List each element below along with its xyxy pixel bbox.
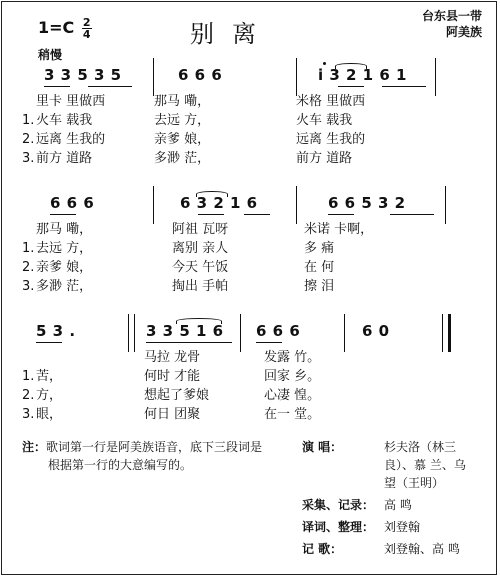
credit-label: 记 歌： bbox=[302, 542, 343, 556]
footnote bbox=[22, 438, 262, 474]
barline bbox=[153, 58, 154, 96]
credit-value: 刘登翰、高 鸣 bbox=[384, 542, 460, 556]
beam bbox=[244, 214, 270, 215]
beam bbox=[338, 86, 364, 87]
credit-value: 杉夫洛（林三 bbox=[384, 440, 457, 454]
final-barline-thin bbox=[442, 314, 443, 352]
credit-label: 采集、记录： bbox=[302, 498, 375, 512]
beam bbox=[44, 86, 70, 87]
beam bbox=[382, 86, 426, 87]
beam bbox=[36, 342, 62, 343]
barline bbox=[296, 58, 297, 96]
credit-label: 演 唱： bbox=[302, 440, 343, 454]
credit-value: 高 鸣 bbox=[384, 498, 412, 512]
time-signature: $\frac{2}{4}$ bbox=[82, 16, 91, 41]
barline bbox=[445, 186, 446, 224]
final-barline-thick bbox=[448, 314, 451, 352]
notes-m10: 6 0 bbox=[362, 322, 390, 340]
barline bbox=[240, 314, 241, 352]
key-signature: 1=C $\frac{2}{4}$ bbox=[38, 16, 91, 41]
credit-label: 译词、整理： bbox=[302, 520, 375, 534]
lyrics-block-2: 那马 嘞， 阿祖 瓦呀 米诺 卡啊， 1. 去远 方， 离别 亲人 多 痛 2. 亲爹 娘， 今天 午饭 在 何 3. 多渺 茫， 掏出 手帕 擦 泪 bbox=[22, 222, 374, 294]
beam bbox=[390, 214, 434, 215]
barline bbox=[296, 186, 297, 224]
notes-m2: 6 6 6 bbox=[178, 66, 223, 84]
footnote-line-2: 根据第一行的大意编写的。 bbox=[48, 458, 193, 472]
beam bbox=[328, 214, 354, 215]
song-source: 台东县一带 阿美族 bbox=[421, 9, 482, 39]
notes-m9: 6 6 6 bbox=[256, 322, 301, 340]
slur bbox=[196, 191, 228, 197]
barline bbox=[435, 58, 436, 96]
beam bbox=[50, 214, 76, 215]
credit-value: 刘登翰 bbox=[384, 520, 421, 534]
slur bbox=[176, 318, 222, 324]
song-title: 别离 bbox=[190, 20, 274, 48]
notes-m8: 3 3 5 1 6 bbox=[146, 322, 224, 340]
barline bbox=[128, 314, 129, 352]
octave-dot bbox=[323, 62, 326, 65]
beam bbox=[198, 214, 224, 215]
slur bbox=[335, 63, 367, 69]
lyrics-block-3: 马拉 龙骨 发露 竹。 1. 苦， 何时 才能 回家 乡。 2. 方， 想起了爹娘 心凄 惶。 3. 眼， 何日 团聚 在一 堂。 bbox=[22, 350, 321, 422]
notes-m5: 6 3 2 1 6 bbox=[180, 194, 258, 212]
tempo-marking: 稍慢 bbox=[38, 48, 63, 62]
beam bbox=[88, 86, 132, 87]
credit-value: 良）、慕 兰、乌 bbox=[384, 458, 466, 472]
barline bbox=[134, 314, 135, 352]
footnote-label: 注： bbox=[22, 440, 47, 454]
beam bbox=[256, 342, 282, 343]
credit-value: 望（王明） bbox=[384, 476, 445, 490]
notes-m6: 6 6 5 3 2 bbox=[328, 194, 406, 212]
barline bbox=[344, 314, 345, 352]
barline bbox=[153, 186, 154, 224]
notes-m3: i 3 2 1 6 1 bbox=[318, 66, 407, 84]
beam bbox=[146, 342, 232, 343]
footnote-line-1: 歌词第一行是阿美族语音，底下三段词是 bbox=[46, 440, 263, 454]
notes-m4: 6 6 6 bbox=[50, 194, 95, 212]
lyrics-block-1: 里卡 里做西 那马 嘞， 米格 里做西 1. 火车 载我 去远 方， 火车 载我 2. 远离 生我的 亲爹 娘， 远离 生我的 3. 前方 道路 多渺 茫， 前方 道路 bbox=[22, 94, 366, 166]
notes-m1: 3 3 5 3 5 bbox=[44, 66, 122, 84]
notes-m7: 5 3 . bbox=[36, 322, 76, 340]
credits bbox=[302, 438, 466, 558]
